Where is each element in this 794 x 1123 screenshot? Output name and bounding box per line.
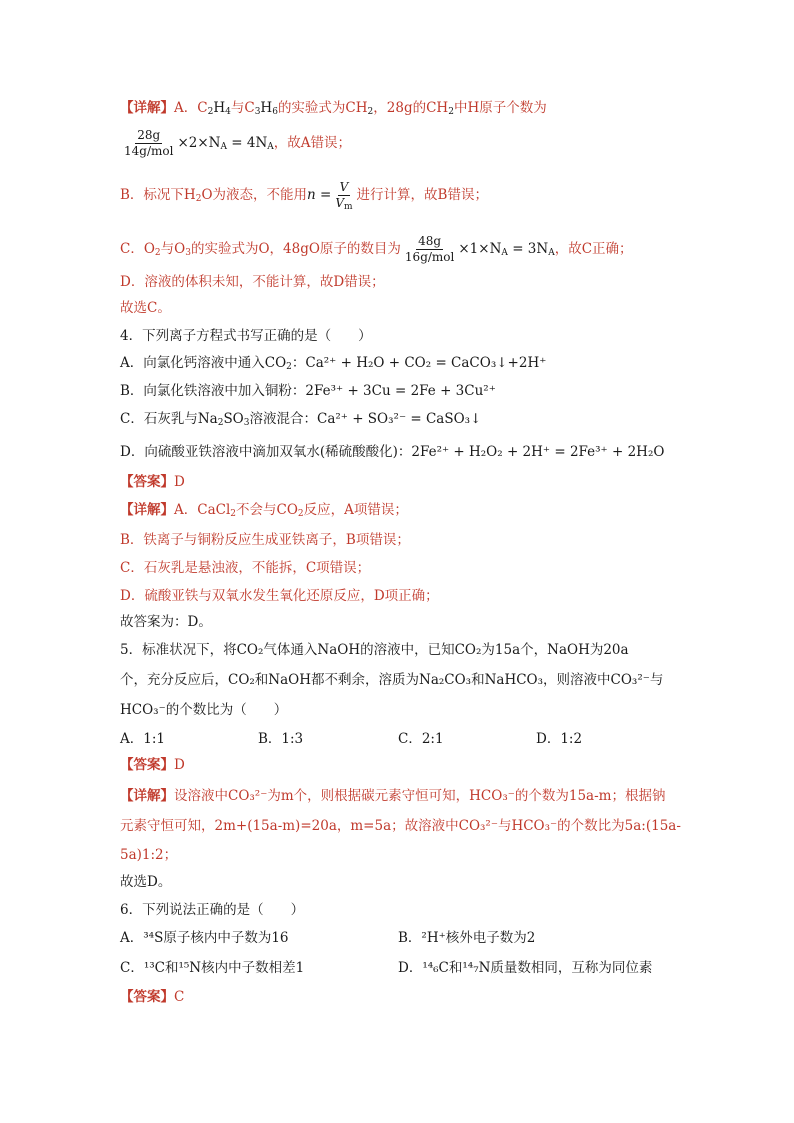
fraction: $\frac{28g}{\text{14g/mol}}$ [124, 128, 174, 158]
q5-conclusion: 故选D。 [120, 874, 172, 890]
detail-label: 【详解】 [120, 100, 174, 116]
q4-option-a: A．向氯化钙溶液中通入$CO_2$：Ca²⁺ + H₂O + CO₂ = CaCO₃↓+2H⁺ [120, 355, 547, 372]
q5-detail-line1: 【详解】设溶液中CO₃²⁻为m个，则根据碳元素守恒可知，HCO₃⁻的个数为15a-m；根据钠 [120, 788, 666, 804]
q3-detail-c: C．$O_2$与$O_3$的实验式为O，48gO原子的数目为 $\frac{48g}{\text{16g/mol}}$ $\times 1\times N_A = 3N_A$，故C正确； [120, 234, 633, 264]
q4-detail-b: B．铁离子与铜粉反应生成亚铁离子，B项错误； [120, 532, 410, 548]
q5-stem-line3: HCO₃⁻的个数比为（ ） [120, 702, 288, 718]
q6-stem: 6．下列说法正确的是（ ） [120, 902, 305, 918]
q4-option-d: D．向硫酸亚铁溶液中滴加双氧水(稀硫酸酸化)：2Fe²⁺ + H₂O₂ + 2H⁺ = 2Fe³⁺ + 2H₂O [120, 444, 665, 460]
q5-answer: 【答案】D [120, 757, 185, 773]
q4-conclusion: 故答案为：D。 [120, 614, 212, 630]
q4-detail-d: D．硫酸亚铁与双氧水发生氧化还原反应，D项正确； [120, 588, 439, 604]
q5-option-b: B．1:3 [258, 731, 304, 747]
q4-answer: 【答案】D [120, 474, 185, 490]
q5-detail-line3: 5a)1:2； [120, 847, 178, 863]
q6-answer: 【答案】C [120, 989, 185, 1005]
q4-detail-c: C．石灰乳是悬浊液，不能拆，C项错误； [120, 560, 371, 576]
q4-option-b: B．向氯化铁溶液中加入铜粉：2Fe³⁺ + 3Cu = 2Fe + 3Cu²⁺ [120, 383, 496, 399]
q5-option-a: A．1:1 [120, 731, 165, 747]
q3-conclusion: 故选C。 [120, 300, 171, 316]
q3-detail-a-line2: $\frac{28g}{\text{14g/mol}}$ $\times 2\times N_A = 4N_A$，故A错误； [124, 128, 352, 158]
q5-detail-line2: 元素守恒可知，2m+(15a-m)=20a，m=5a；故溶液中CO₃²⁻与HCO₃⁻的个数比为5a:(15a- [120, 818, 681, 834]
q5-stem-line2: 个，充分反应后，CO₂和NaOH都不剩余，溶质为Na₂CO₃和NaHCO₃，则溶液中CO₃²⁻与 [120, 672, 664, 688]
q6-option-a: A．³⁴S原子核内中子数为16 [120, 930, 289, 946]
q5-option-c: C．2:1 [398, 731, 444, 747]
q3-detail-b: B．标况下$H_2O$为液态，不能用n = $\frac{V}{V_m}$ 进行计算，故B错误； [120, 180, 488, 212]
q6-option-b: B．²H⁺核外电子数为2 [398, 930, 536, 946]
q6-option-d: D．¹⁴₆C和¹⁴₇N质量数相同，互称为同位素 [398, 960, 653, 976]
q6-option-c: C．¹³C和¹⁵N核内中子数相差1 [120, 960, 305, 976]
q5-option-d: D．1:2 [536, 731, 583, 747]
q4-option-c: C．石灰乳与$Na_2SO_3$溶液混合：Ca²⁺ + SO₃²⁻ = CaSO₃↓ [120, 411, 482, 428]
q3-detail-d: D．溶液的体积未知，不能计算，故D错误； [120, 274, 385, 290]
q4-detail-a: 【详解】A．CaCl$_2$不会与$CO_2$反应，A项错误； [120, 502, 408, 519]
q4-stem: 4．下列离子方程式书写正确的是（ ） [120, 328, 372, 344]
q3-detail-a-line1: 【详解】A．$C_2H_4$与$C_3H_6$的实验式为$CH_2$，28g的$CH_2$中H原子个数为 [120, 100, 547, 117]
q5-stem-line1: 5．标准状况下，将CO₂气体通入NaOH的溶液中，已知CO₂为15a个，NaOH为20a [120, 642, 629, 658]
